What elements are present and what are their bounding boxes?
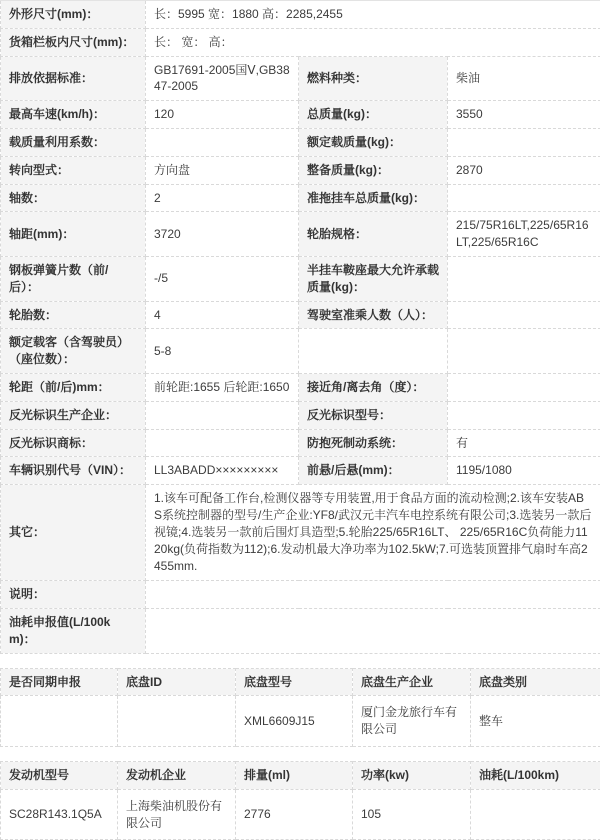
power-cell: 105 (353, 789, 471, 840)
spec-row (1, 128, 600, 156)
fuel-consumption-header: 油耗(L/100km) (471, 761, 600, 789)
axle-count-value: 2 (146, 184, 299, 212)
spec-row (1, 608, 600, 653)
cab-passenger-capacity-label: 驾驶室准乘人数（人）： (299, 301, 448, 329)
rated-load-mass-value (448, 128, 600, 156)
curb-mass-label: 整备质量(kg)： (299, 156, 448, 184)
reflector-model-label: 反光标识型号： (299, 401, 448, 429)
blank-value (448, 329, 600, 374)
simultaneous-declaration-cell (1, 696, 118, 747)
front-rear-overhang-label: 前悬/后悬(mm)： (299, 457, 448, 485)
spec-row (1, 373, 600, 401)
spec-row (1, 28, 600, 56)
spec-row (1, 429, 600, 457)
track-width-label: 轮距（前/后)mm： (1, 373, 146, 401)
other-notes-value: 1.该车可配备工作台,检测仪器等专用装置,用于食品方面的流动检测;2.该车安装ABS系统控制器的型号/生产企业:YF8/武汉元丰汽车电控系统有限公司;3.选装另一款后视镜;4.选装另一款前后围灯具造型;5.轮胎225/65R16LT、 225/65R16C负荷能力1120kg(负荷指数为112);6.发动机最大净功率为102.5kW;7.可选装顶置排气扇时车高2455mm. (146, 485, 600, 581)
load-utilization-factor-label: 载质量利用系数： (1, 128, 146, 156)
reflector-manufacturer-value (146, 401, 299, 429)
spec-row (1, 485, 600, 581)
steering-type-value: 方向盘 (146, 156, 299, 184)
rated-passenger-capacity-label: 额定载客（含驾驶员）（座位数）： (1, 329, 146, 374)
chassis-category-header: 底盘类别 (471, 668, 600, 696)
trailer-gross-mass-label: 准拖挂车总质量(kg)： (299, 184, 448, 212)
emission-standard-label: 排放依据标准： (1, 56, 146, 101)
spec-row (1, 1, 600, 29)
chassis-category-cell: 整车 (471, 696, 600, 747)
tire-count-label: 轮胎数： (1, 301, 146, 329)
chassis-id-cell (118, 696, 236, 747)
emission-standard-value: GB17691-2005国Ⅴ,GB3847-2005 (146, 56, 299, 101)
chassis-header-row (1, 668, 600, 696)
spec-row (1, 156, 600, 184)
engine-model-header: 发动机型号 (1, 761, 118, 789)
fuel-consumption-cell (471, 789, 600, 840)
reflector-trademark-label: 反光标识商标： (1, 429, 146, 457)
rated-passenger-capacity-value: 5-8 (146, 329, 299, 374)
chassis-id-header: 底盘ID (118, 668, 236, 696)
fuel-type-value: 柴油 (448, 56, 600, 101)
cab-passenger-capacity-value (448, 301, 600, 329)
spec-row (1, 184, 600, 212)
vin-value: LL3ABADD××××××××× (146, 457, 299, 485)
load-utilization-factor-value (146, 128, 299, 156)
spec-row (1, 301, 600, 329)
power-header: 功率(kw) (353, 761, 471, 789)
cargo-box-inner-dimensions-label: 货箱栏板内尺寸(mm)： (1, 28, 146, 56)
spec-row (1, 401, 600, 429)
spec-row (1, 212, 600, 257)
tire-count-value: 4 (146, 301, 299, 329)
chassis-manufacturer-header: 底盘生产企业 (353, 668, 471, 696)
chassis-data-row (1, 696, 600, 747)
axle-count-label: 轴数： (1, 184, 146, 212)
approach-departure-angle-value (448, 373, 600, 401)
saddle-max-load-value (448, 256, 600, 301)
reflector-model-value (448, 401, 600, 429)
engine-table (0, 761, 600, 840)
chassis-model-cell: XML6609J15 (236, 696, 353, 747)
max-speed-label: 最高车速(km/h)： (1, 101, 146, 129)
chassis-model-header: 底盘型号 (236, 668, 353, 696)
spec-row (1, 56, 600, 101)
front-rear-overhang-value: 1195/1080 (448, 457, 600, 485)
gross-mass-label: 总质量(kg)： (299, 101, 448, 129)
tire-spec-label: 轮胎规格： (299, 212, 448, 257)
track-width-value: 前轮距:1655 后轮距:1650 (146, 373, 299, 401)
fuel-type-label: 燃料种类： (299, 56, 448, 101)
spec-row (1, 457, 600, 485)
wheelbase-label: 轴距(mm)： (1, 212, 146, 257)
saddle-max-load-label: 半挂车鞍座最大允许承载质量(kg)： (299, 256, 448, 301)
declared-fuel-consumption-label: 油耗申报值(L/100km)： (1, 608, 146, 653)
remarks-value (146, 581, 600, 609)
abs-system-value: 有 (448, 429, 600, 457)
overall-dimensions-label: 外形尺寸(mm)： (1, 1, 146, 29)
chassis-manufacturer-cell: 厦门金龙旅行车有限公司 (353, 696, 471, 747)
leaf-spring-count-label: 钢板弹簧片数（前/后）： (1, 256, 146, 301)
abs-system-label: 防抱死制动系统： (299, 429, 448, 457)
max-speed-value: 120 (146, 101, 299, 129)
approach-departure-angle-label: 接近角/离去角（度）： (299, 373, 448, 401)
overall-dimensions-value: 长：5995 宽：1880 高：2285,2455 (146, 1, 600, 29)
rated-load-mass-label: 额定载质量(kg)： (299, 128, 448, 156)
engine-manufacturer-header: 发动机企业 (118, 761, 236, 789)
remarks-label: 说明： (1, 581, 146, 609)
spec-row (1, 101, 600, 129)
other-notes-label: 其它： (1, 485, 146, 581)
engine-model-cell: SC28R143.1Q5A (1, 789, 118, 840)
spec-row (1, 256, 600, 301)
displacement-cell: 2776 (236, 789, 353, 840)
steering-type-label: 转向型式： (1, 156, 146, 184)
engine-manufacturer-cell: 上海柴油机股份有限公司 (118, 789, 236, 840)
simultaneous-declaration-header: 是否同期申报 (1, 668, 118, 696)
vin-label: 车辆识别代号（VIN）： (1, 457, 146, 485)
cargo-box-inner-dimensions-value: 长： 宽： 高： (146, 28, 600, 56)
reflector-trademark-value (146, 429, 299, 457)
spec-row (1, 329, 600, 374)
reflector-manufacturer-label: 反光标识生产企业： (1, 401, 146, 429)
displacement-header: 排量(ml) (236, 761, 353, 789)
tire-spec-value: 215/75R16LT,225/65R16LT,225/65R16C (448, 212, 600, 257)
spec-row (1, 581, 600, 609)
gross-mass-value: 3550 (448, 101, 600, 129)
blank-label (299, 329, 448, 374)
leaf-spring-count-value: -/5 (146, 256, 299, 301)
engine-data-row (1, 789, 600, 840)
curb-mass-value: 2870 (448, 156, 600, 184)
trailer-gross-mass-value (448, 184, 600, 212)
wheelbase-value: 3720 (146, 212, 299, 257)
declared-fuel-consumption-value (146, 608, 600, 653)
engine-header-row (1, 761, 600, 789)
chassis-table (0, 668, 600, 747)
